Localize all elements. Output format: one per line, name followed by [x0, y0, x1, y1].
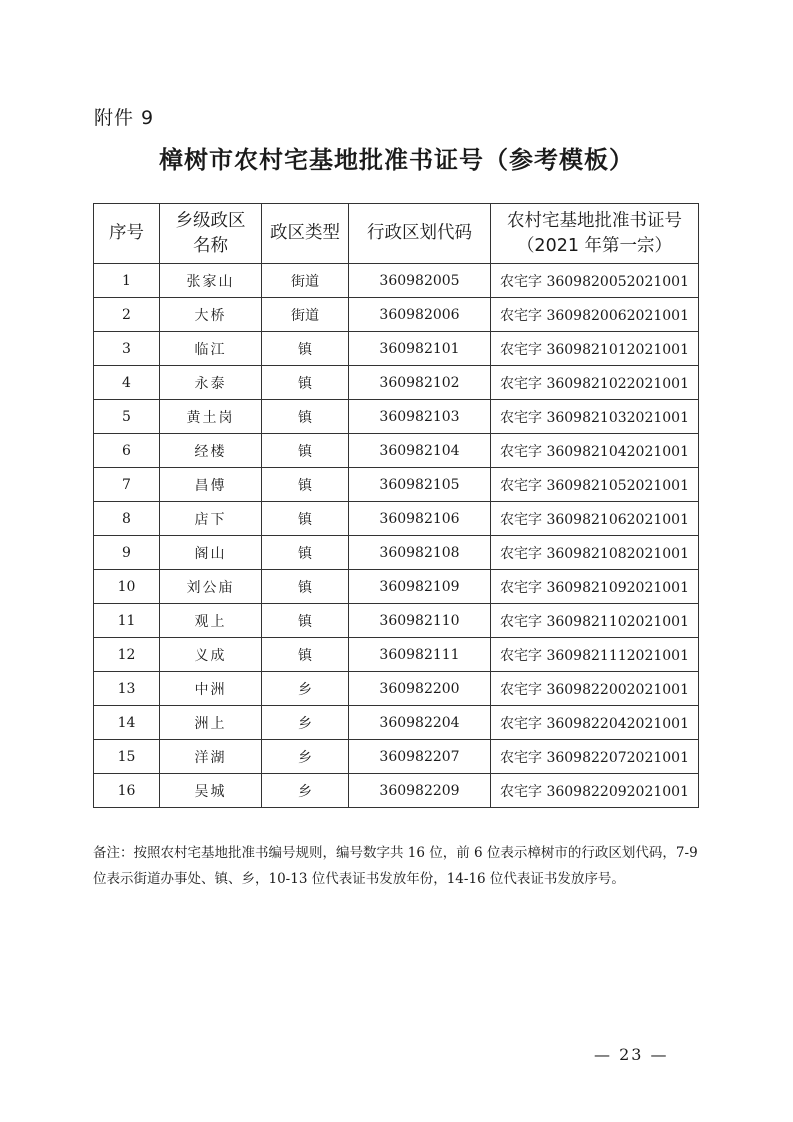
- certificate-number-table: [93, 203, 699, 808]
- serial-cell: 5: [94, 400, 160, 434]
- division-code-cell: 360982102: [349, 366, 491, 400]
- township-name-cell: 洋湖: [160, 740, 262, 774]
- division-type-cell: 镇: [262, 332, 349, 366]
- township-name-cell: 店下: [160, 502, 262, 536]
- table-row: [94, 366, 699, 400]
- header-division-type: 政区类型: [262, 204, 349, 264]
- table-body: [94, 264, 699, 808]
- division-type-cell: 街道: [262, 298, 349, 332]
- division-type-cell: 镇: [262, 434, 349, 468]
- township-name-cell: 黄土岗: [160, 400, 262, 434]
- division-type-cell: 镇: [262, 502, 349, 536]
- table-row: [94, 638, 699, 672]
- serial-cell: 3: [94, 332, 160, 366]
- division-type-cell: 乡: [262, 774, 349, 808]
- division-code-cell: 360982005: [349, 264, 491, 298]
- certificate-number-cell: 农宅字 3609822042021001: [491, 706, 699, 740]
- note: 备注：按照农村宅基地批准书编号规则，编号数字共 16 位，前 6 位表示樟树市的行政区划代码，7-9 位表示街道办事处、镇、乡，10-13 位代表证书发放年份，14-16 位代表证书发放序号。: [93, 845, 698, 887]
- township-name-cell: 张家山: [160, 264, 262, 298]
- township-name-cell: 临江: [160, 332, 262, 366]
- division-type-cell: 乡: [262, 740, 349, 774]
- division-code-cell: 360982106: [349, 502, 491, 536]
- township-name-cell: 中洲: [160, 672, 262, 706]
- serial-cell: 9: [94, 536, 160, 570]
- serial-cell: 4: [94, 366, 160, 400]
- table-row: [94, 332, 699, 366]
- serial-cell: 1: [94, 264, 160, 298]
- certificate-number-cell: 农宅字 3609822092021001: [491, 774, 699, 808]
- division-type-cell: 镇: [262, 468, 349, 502]
- division-type-cell: 镇: [262, 638, 349, 672]
- division-code-cell: 360982108: [349, 536, 491, 570]
- division-type-cell: 街道: [262, 264, 349, 298]
- serial-cell: 10: [94, 570, 160, 604]
- certificate-number-cell: 农宅字 3609821022021001: [491, 366, 699, 400]
- serial-cell: 15: [94, 740, 160, 774]
- township-name-cell: 吴城: [160, 774, 262, 808]
- division-code-cell: 360982209: [349, 774, 491, 808]
- certificate-number-cell: 农宅字 3609821092021001: [491, 570, 699, 604]
- table-row: [94, 706, 699, 740]
- certificate-number-cell: 农宅字 3609821102021001: [491, 604, 699, 638]
- serial-cell: 13: [94, 672, 160, 706]
- township-name-cell: 经楼: [160, 434, 262, 468]
- serial-cell: 11: [94, 604, 160, 638]
- township-name-cell: 观上: [160, 604, 262, 638]
- township-name-cell: 刘公庙: [160, 570, 262, 604]
- township-name-cell: 洲上: [160, 706, 262, 740]
- division-type-cell: 镇: [262, 570, 349, 604]
- division-code-cell: 360982200: [349, 672, 491, 706]
- page-number: — 23 —: [594, 1045, 669, 1064]
- certificate-number-cell: 农宅字 3609821112021001: [491, 638, 699, 672]
- serial-cell: 6: [94, 434, 160, 468]
- certificate-number-cell: 农宅字 3609821012021001: [491, 332, 699, 366]
- township-name-cell: 阁山: [160, 536, 262, 570]
- certificate-number-cell: 农宅字 3609821062021001: [491, 502, 699, 536]
- serial-cell: 8: [94, 502, 160, 536]
- table-row: [94, 774, 699, 808]
- table-row: [94, 298, 699, 332]
- serial-cell: 16: [94, 774, 160, 808]
- township-name-cell: 义成: [160, 638, 262, 672]
- township-name-cell: 永泰: [160, 366, 262, 400]
- division-code-cell: 360982109: [349, 570, 491, 604]
- certificate-number-cell: 农宅字 3609820062021001: [491, 298, 699, 332]
- table-row: [94, 400, 699, 434]
- header-certificate-number: 农村宅基地批准书证号（2021 年第一宗）: [491, 204, 699, 264]
- division-type-cell: 镇: [262, 604, 349, 638]
- division-code-cell: 360982101: [349, 332, 491, 366]
- table-row: [94, 502, 699, 536]
- certificate-number-cell: 农宅字 3609821052021001: [491, 468, 699, 502]
- division-code-cell: 360982105: [349, 468, 491, 502]
- serial-cell: 7: [94, 468, 160, 502]
- certificate-number-cell: 农宅字 3609821042021001: [491, 434, 699, 468]
- certificate-number-cell: 农宅字 3609820052021001: [491, 264, 699, 298]
- header-division-code: 行政区划代码: [349, 204, 491, 264]
- table-row: [94, 536, 699, 570]
- table-row: [94, 570, 699, 604]
- header-serial: 序号: [94, 204, 160, 264]
- table-row: [94, 672, 699, 706]
- table-header-row: [94, 204, 699, 264]
- certificate-number-cell: 农宅字 3609821082021001: [491, 536, 699, 570]
- division-code-cell: 360982103: [349, 400, 491, 434]
- certificate-number-cell: 农宅字 3609822002021001: [491, 672, 699, 706]
- division-type-cell: 乡: [262, 672, 349, 706]
- serial-cell: 12: [94, 638, 160, 672]
- township-name-cell: 昌傅: [160, 468, 262, 502]
- document-title: 樟树市农村宅基地批准书证号（参考模板）: [159, 145, 634, 174]
- certificate-number-cell: 农宅字 3609822072021001: [491, 740, 699, 774]
- division-code-cell: 360982110: [349, 604, 491, 638]
- division-type-cell: 镇: [262, 536, 349, 570]
- table-row: [94, 264, 699, 298]
- division-code-cell: 360982207: [349, 740, 491, 774]
- table-row: [94, 468, 699, 502]
- division-type-cell: 乡: [262, 706, 349, 740]
- table-row: [94, 434, 699, 468]
- township-name-cell: 大桥: [160, 298, 262, 332]
- table-row: [94, 740, 699, 774]
- certificate-number-cell: 农宅字 3609821032021001: [491, 400, 699, 434]
- header-township-name: 乡级政区名称: [160, 204, 262, 264]
- table-row: [94, 604, 699, 638]
- division-code-cell: 360982006: [349, 298, 491, 332]
- serial-cell: 2: [94, 298, 160, 332]
- division-code-cell: 360982204: [349, 706, 491, 740]
- attachment-label: 附件 9: [94, 107, 155, 129]
- division-type-cell: 镇: [262, 366, 349, 400]
- division-type-cell: 镇: [262, 400, 349, 434]
- division-code-cell: 360982111: [349, 638, 491, 672]
- serial-cell: 14: [94, 706, 160, 740]
- division-code-cell: 360982104: [349, 434, 491, 468]
